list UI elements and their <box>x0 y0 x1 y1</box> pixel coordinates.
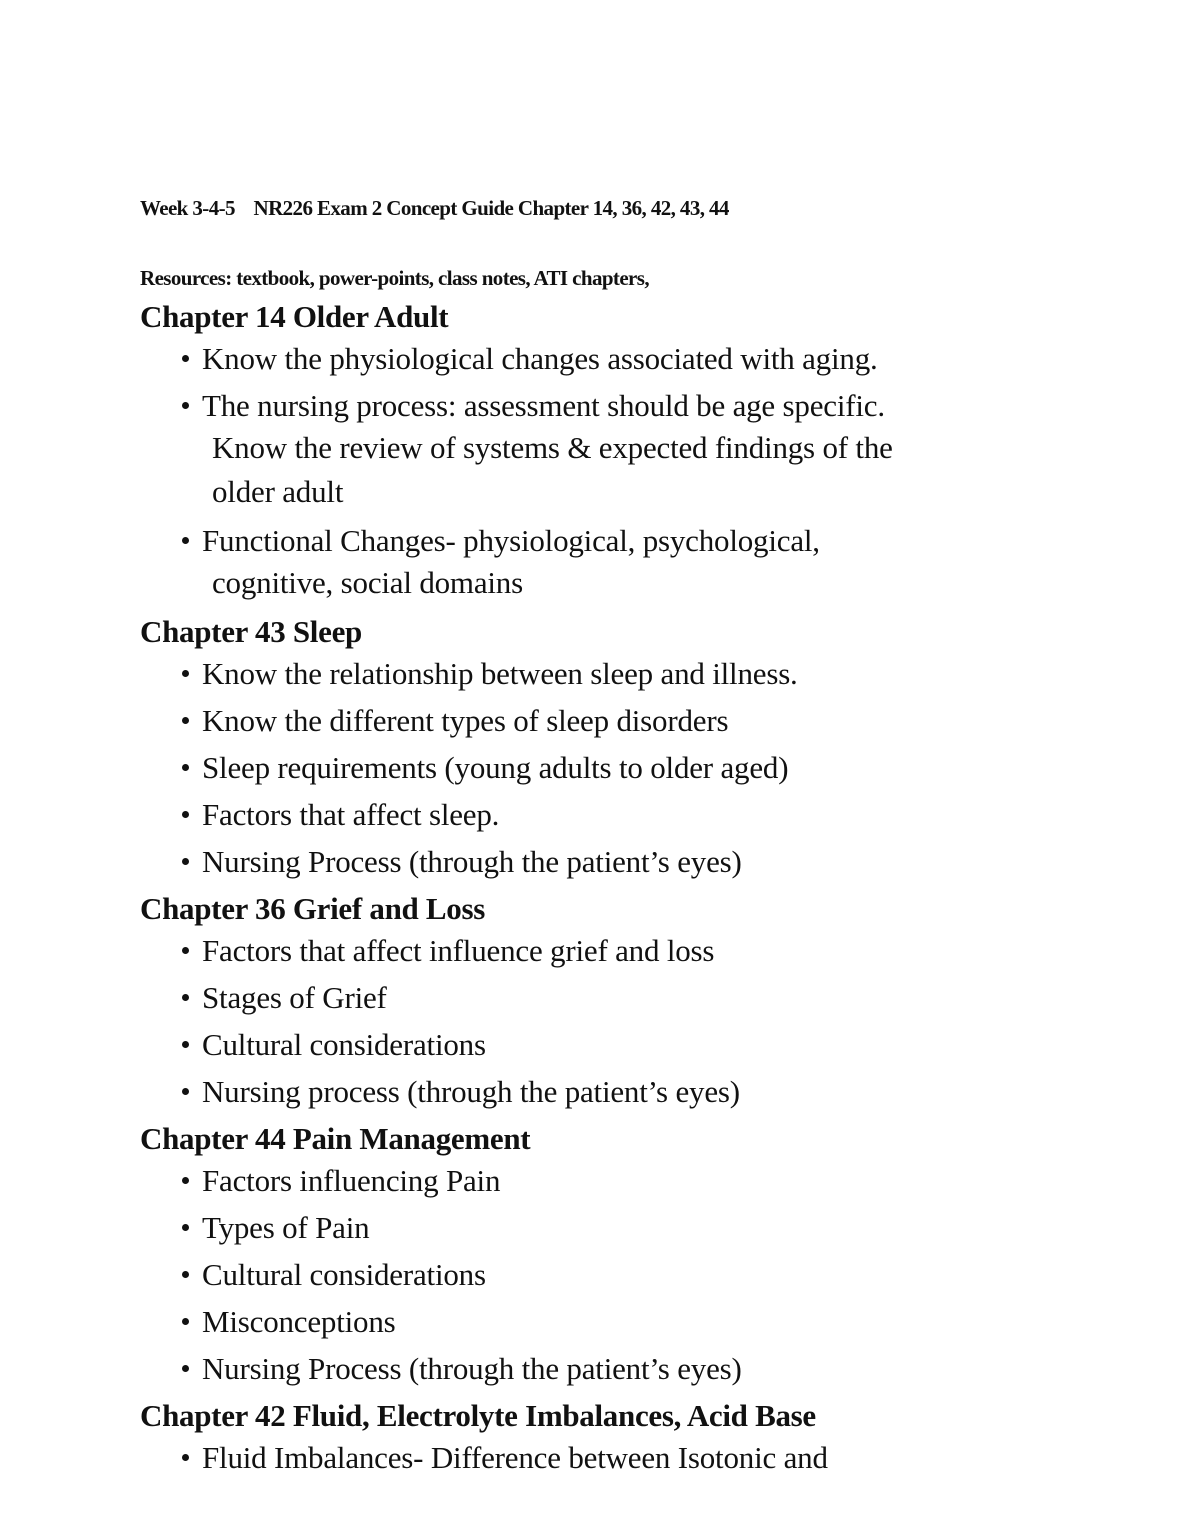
topic-list <box>140 930 1100 1112</box>
topic-text: The nursing process: assessment should be age specific. <box>202 388 885 423</box>
topic-item <box>140 1024 1100 1065</box>
bullet-icon <box>182 947 189 954</box>
resources-line: Resources: textbook, power-points, class notes, ATI chapters, <box>140 266 649 290</box>
bullet-icon <box>182 1454 189 1461</box>
topic-text: Factors that affect influence grief and loss <box>202 933 715 968</box>
topic-item <box>140 1207 1100 1248</box>
chapter-section <box>140 611 1100 882</box>
topic-item <box>140 1348 1100 1389</box>
chapter-list <box>140 296 1100 1484</box>
topic-item <box>140 1301 1100 1342</box>
bullet-icon <box>182 1088 189 1095</box>
chapter-title: Chapter 43 Sleep <box>140 614 362 649</box>
bullet-icon <box>182 670 189 677</box>
topic-item <box>140 1071 1100 1112</box>
topic-text: Misconceptions <box>202 1304 396 1339</box>
topic-item <box>140 930 1100 971</box>
topic-text-continuation: older adult <box>212 474 344 509</box>
topic-item <box>140 653 1100 694</box>
topic-list <box>140 338 1100 605</box>
topic-list <box>140 1437 1100 1478</box>
bullet-icon <box>182 1224 189 1231</box>
bullet-icon <box>182 1041 189 1048</box>
bullet-icon <box>182 1271 189 1278</box>
topic-text: Nursing Process (through the patient’s eyes) <box>202 1351 742 1386</box>
topic-text: Cultural considerations <box>202 1027 486 1062</box>
topic-text: Factors influencing Pain <box>202 1163 501 1198</box>
topic-item <box>140 841 1100 882</box>
bullet-icon <box>182 1365 189 1372</box>
topic-text-continuation: Know the review of systems & expected findings of the <box>212 430 893 465</box>
bullet-icon <box>182 355 189 362</box>
topic-text: Functional Changes- physiological, psychological, <box>202 523 820 558</box>
bullet-icon <box>182 402 189 409</box>
topic-text: Know the different types of sleep disorders <box>202 703 729 738</box>
topic-item <box>140 700 1100 741</box>
topic-item <box>140 385 1100 514</box>
bullet-icon <box>182 537 189 544</box>
topic-item <box>140 520 1100 605</box>
chapter-title: Chapter 36 Grief and Loss <box>140 891 486 926</box>
bullet-icon <box>182 1318 189 1325</box>
topic-list <box>140 1160 1100 1389</box>
bullet-icon <box>182 858 189 865</box>
bullet-icon <box>182 811 189 818</box>
topic-item <box>140 1160 1100 1201</box>
topic-text: Know the physiological changes associated with aging. <box>202 341 878 376</box>
chapter-section <box>140 1118 1100 1389</box>
topic-text: Cultural considerations <box>202 1257 486 1292</box>
topic-text: Nursing process (through the patient’s eyes) <box>202 1074 740 1109</box>
document-header <box>140 196 729 221</box>
topic-list <box>140 653 1100 882</box>
bullet-icon <box>182 717 189 724</box>
topic-text: Fluid Imbalances- Difference between Isotonic and <box>202 1440 828 1475</box>
document-title: NR226 Exam 2 Concept Guide Chapter 14, 36, 42, 43, 44 <box>253 196 729 220</box>
topic-text: Types of Pain <box>202 1210 370 1245</box>
topic-item <box>140 794 1100 835</box>
week-label: Week 3-4-5 <box>140 196 235 220</box>
topic-item <box>140 338 1100 379</box>
chapter-section <box>140 296 1100 605</box>
topic-text: Know the relationship between sleep and illness. <box>202 656 798 691</box>
topic-item <box>140 1437 1100 1478</box>
topic-text: Nursing Process (through the patient’s eyes) <box>202 844 742 879</box>
topic-text: Factors that affect sleep. <box>202 797 500 832</box>
chapter-section <box>140 1395 1100 1478</box>
topic-item <box>140 1254 1100 1295</box>
topic-text-continuation: cognitive, social domains <box>212 565 523 600</box>
topic-text: Stages of Grief <box>202 980 387 1015</box>
chapter-title: Chapter 42 Fluid, Electrolyte Imbalances, Acid Base <box>140 1398 816 1433</box>
chapter-section <box>140 888 1100 1112</box>
bullet-icon <box>182 1177 189 1184</box>
chapter-title: Chapter 44 Pain Management <box>140 1121 531 1156</box>
topic-item <box>140 977 1100 1018</box>
bullet-icon <box>182 994 189 1001</box>
topic-item <box>140 747 1100 788</box>
chapter-title: Chapter 14 Older Adult <box>140 299 449 334</box>
bullet-icon <box>182 764 189 771</box>
topic-text: Sleep requirements (young adults to older aged) <box>202 750 789 785</box>
